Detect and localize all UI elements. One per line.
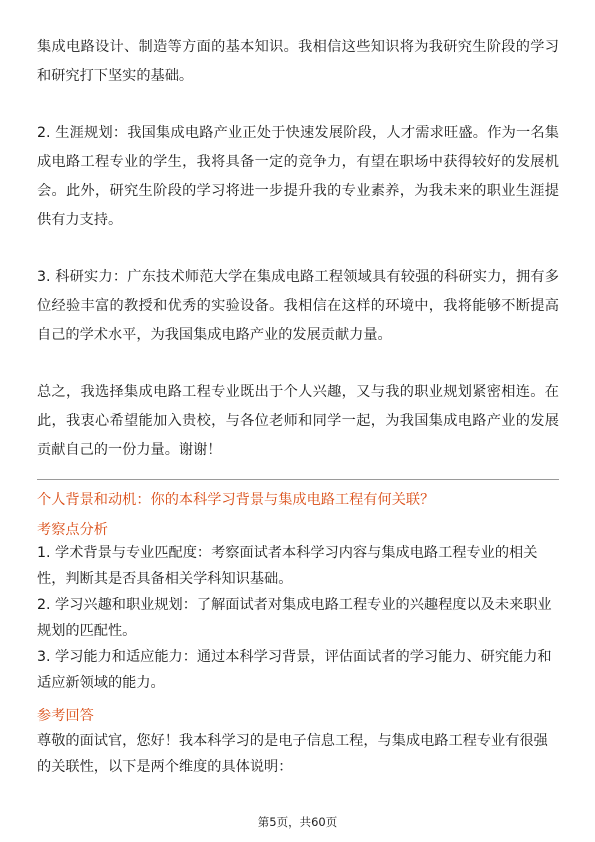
page-content [37, 33, 559, 780]
answer-text: 尊敬的面试官，您好！我本科学习的是电子信息工程，与集成电路工程专业有很强的关联性，以下是两个维度的具体说明： [37, 733, 548, 775]
paragraph-conclusion: 总之，我选择集成电路工程专业既出于个人兴趣，又与我的职业规划紧密相连。在此，我衷心希望能加入贵校，与各位老师和同学一起，为我国集成电路产业的发展贡献自己的一份力量。谢谢！ [37, 384, 559, 458]
paragraph-gap [37, 91, 559, 119]
paragraph-career-planning: 2. 生涯规划：我国集成电路产业正处于快速发展阶段，人才需求旺盛。作为一名集成电路工程专业的学生，我将具备一定的竞争力，有望在职场中获得较好的发展机会。此外，研究生阶段的学习将进一步提升我的专业素养，为我未来的职业生涯提供有力支持。 [37, 125, 559, 228]
answer-heading: 参考回答 [37, 708, 94, 724]
analysis-item: 3. 学习能力和适应能力：通过本科学习背景，评估面试者的学习能力、研究能力和适应新领域的能力。 [37, 649, 552, 691]
paragraph-knowledge-foundation: 集成电路设计、制造等方面的基本知识。我相信这些知识将为我研究生阶段的学习和研究打下坚实的基础。 [37, 39, 559, 84]
paragraph-gap [37, 235, 559, 263]
interview-question: 个人背景和动机：你的本科学习背景与集成电路工程有何关联？ [37, 492, 435, 508]
page-number-footer: 第5页，共60页 [257, 815, 338, 829]
section-divider [37, 479, 559, 480]
analysis-heading: 考察点分析 [37, 522, 108, 538]
paragraph-research-strength: 3. 科研实力：广东技术师范大学在集成电路工程领域具有较强的科研实力，拥有多位经验丰富的教授和优秀的实验设备。我相信在这样的环境中，我将能够不断提高自己的学术水平，为我国集成电路产业的发展贡献力量。 [37, 269, 559, 343]
paragraph-gap [37, 350, 559, 378]
analysis-item: 1. 学术背景与专业匹配度：考察面试者本科学习内容与集成电路工程专业的相关性，判断其是否具备相关学科知识基础。 [37, 545, 538, 587]
analysis-item: 2. 学习兴趣和职业规划：了解面试者对集成电路工程专业的兴趣程度以及未来职业规划的匹配性。 [37, 597, 552, 639]
